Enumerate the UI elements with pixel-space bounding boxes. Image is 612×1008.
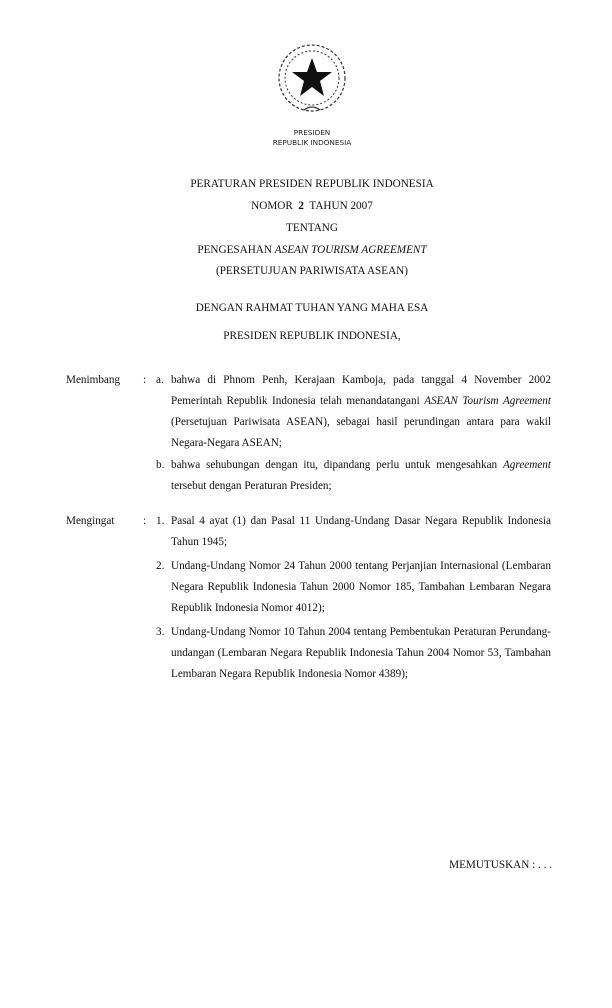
item-text: bahwa di Phnom Penh, Kerajaan Kamboja, pada tanggal 4 November 2002 Pemerintah Republik Indonesia telah menandatangani ASEAN Tourism Agreement (Persetujuan Pariwisata ASEAN), sebagai hasil perundingan antara para wakil Negara-Negara ASEAN; — [171, 374, 551, 449]
item-number: a. — [156, 374, 164, 386]
title-persetujuan: (PERSETUJUAN PARIWISATA ASEAN) — [215, 265, 408, 277]
colon: : — [143, 515, 147, 527]
letterhead-republik: REPUBLIK INDONESIA — [272, 138, 352, 147]
title-tentang: TENTANG — [286, 222, 338, 234]
mengingat-label: Mengingat — [66, 515, 115, 527]
menimbang-label: Menimbang — [66, 374, 121, 386]
garuda-emblem-logo — [272, 40, 352, 120]
item-number: b. — [156, 459, 165, 471]
item-number: 1. — [156, 515, 165, 527]
rahmat-heading: DENGAN RAHMAT TUHAN YANG MAHA ESA — [195, 302, 429, 314]
colon: : — [143, 374, 147, 386]
item-text: Undang-Undang Nomor 24 Tahun 2000 tentang Perjanjian Internasional (Lembaran Negara Republik Indonesia Tahun 2000 Nomor 185, Tambahan Lembaran Negara Republik Indonesia Nomor 4012); — [171, 560, 551, 614]
title-nomor: NOMOR 2 TAHUN 2007 — [251, 200, 373, 212]
letterhead-presiden: PRESIDEN — [293, 128, 331, 137]
item-text: bahwa sehubungan dengan itu, dipandang perlu untuk mengesahkan Agreement tersebut dengan Peraturan Presiden; — [171, 459, 551, 492]
title-pengesahan: PENGESAHAN ASEAN TOURISM AGREEMENT — [197, 244, 427, 256]
item-number: 2. — [156, 560, 165, 572]
presiden-heading: PRESIDEN REPUBLIK INDONESIA, — [223, 330, 401, 342]
title-line1: PERATURAN PRESIDEN REPUBLIK INDONESIA — [190, 178, 434, 190]
continuation-marker: MEMUTUSKAN : . . . — [449, 859, 552, 871]
item-text: Undang-Undang Nomor 10 Tahun 2004 tentang Pembentukan Peraturan Perundang-undangan (Lembaran Negara Republik Indonesia Tahun 2004 Nomor 53, Tambahan Lembaran Negara Republik Indonesia Nomor 4389); — [171, 626, 551, 680]
item-number: 3. — [156, 626, 165, 638]
item-text: Pasal 4 ayat (1) dan Pasal 11 Undang-Undang Dasar Negara Republik Indonesia Tahun 1945; — [171, 515, 551, 548]
